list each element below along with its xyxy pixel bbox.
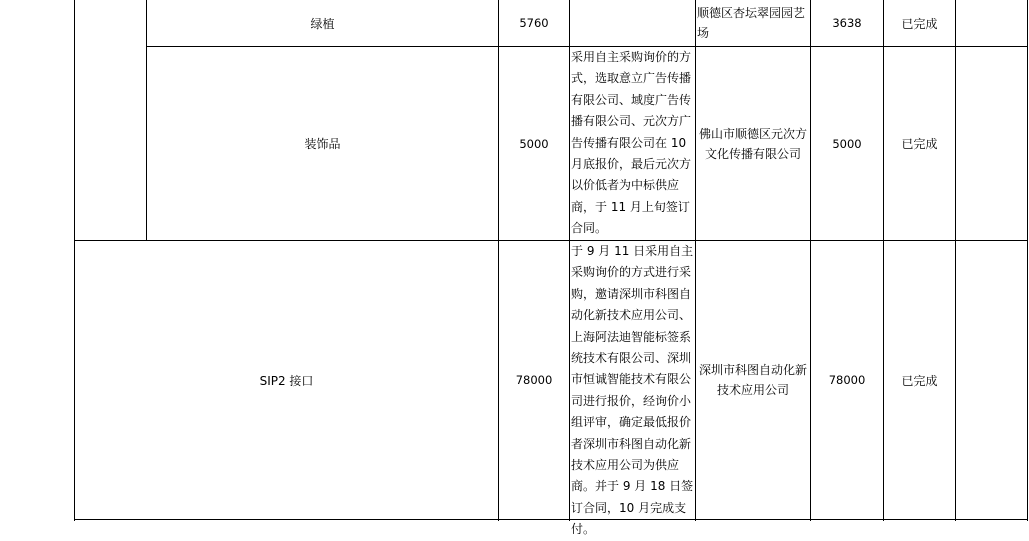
- budget-cell: 78000: [515, 373, 553, 387]
- status-cell: 已完成: [901, 373, 938, 388]
- grid-line: [695, 0, 696, 521]
- grid-line: [569, 0, 570, 521]
- status-cell: 已完成: [901, 16, 938, 31]
- supplier-cell: 顺德区杏坛翠园园艺场: [697, 6, 806, 40]
- amount-cell: 78000: [828, 373, 866, 387]
- budget-cell: 5000: [519, 136, 549, 151]
- description-cell: 于 9 月 11 日采用自主采购询价的方式进行采购，邀请深圳市科图自动化新技术应用公司、上海阿法迪智能标签系统技术有限公司、深圳市恒诚智能技术有限公司进行报价，经询价小组评审，确定最低报价者深圳市科图自动化新技术应用公司为供应商。并于 9 月 18 日签订合同，10 月完成支付。: [571, 244, 694, 537]
- status-cell: 已完成: [901, 137, 938, 151]
- description-cell: [571, 2, 695, 46]
- supplier-cell: 深圳市科图自动化新技术应用公司: [698, 363, 807, 397]
- amount-cell: 5000: [832, 136, 862, 151]
- item-cell: 绿植: [310, 16, 335, 31]
- description-cell: 采用自主采购询价的方式，选取意立广告传播有限公司、域度广告传播有限公司、元次方广告传播有限公司在 10 月底报价，最后元次方以价低者为中标供应商，于 11 月上旬签订合同。: [571, 50, 692, 236]
- budget-cell: 5760: [519, 16, 549, 30]
- grid-line: [955, 0, 956, 521]
- amount-cell: 3638: [832, 16, 862, 30]
- grid-line: [74, 519, 1028, 520]
- grid-line: [1027, 0, 1028, 521]
- item-cell: 装饰品: [304, 137, 341, 151]
- item-cell: SIP2 接口: [259, 373, 314, 388]
- supplier-cell: 佛山市顺德区元次方文化传播有限公司: [698, 126, 807, 161]
